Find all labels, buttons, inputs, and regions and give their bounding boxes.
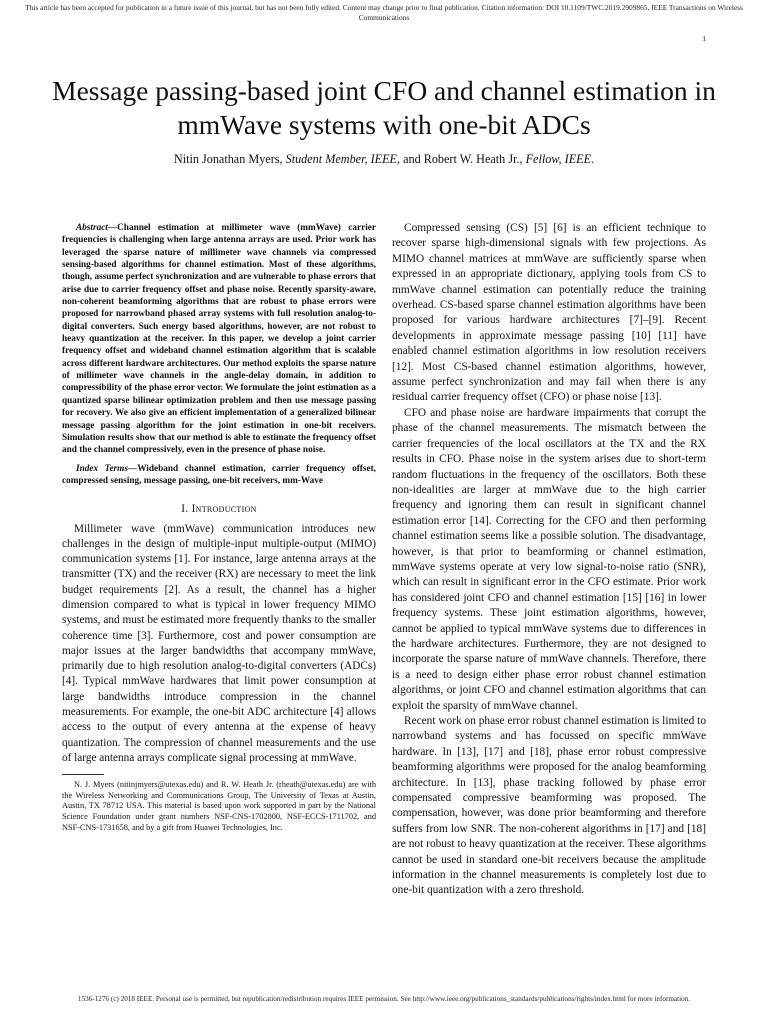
author-joiner: , and Robert W. Heath Jr., [396,152,523,166]
page-number: 1 [702,34,706,43]
author-1-role: Student Member, IEEE [285,152,397,166]
copyright-footer: 1536-1276 (c) 2018 IEEE. Personal use is permitted, but republication/redistribution requires IEEE permission. See http://www.ieee.org/publications_standards/publications/rights/index.html for more information. [77,995,691,1003]
author-1: Nitin Jonathan Myers, [173,152,283,166]
index-terms-label: Index Terms [76,463,128,474]
intro-paragraph-1: Millimeter wave (mmWave) communication introduces new challenges in the design of multiple-input multiple-output (MIMO) communication systems [1]. For instance, large antenna arrays at the transmitter (TX) and the receiver (RX) are necessary to meet the link budget requirements [2]. As a result, the channel has a higher dimension compared to what is typical in lower frequency MIMO systems, and must be estimated more frequently thanks to the smaller coherence time [3]. Furthermore, cost and power consumption are major issues at the larger bandwidths that accompany mmWave, primarily due to high resolution analog-to-digital converters (ADCs) [4]. Typical mmWave hardwares that limit power consumption at large bandwidths introduce compression in the channel measurements. For example, the one-bit ADC architecture [4] allows access to the output of every antenna at the expense of heavy quantization. The compression of channel measurements and the use of large antenna arrays complicate signal processing at mmWave. [62,522,376,764]
paper-title: Message passing-based joint CFO and channel estimation in mmWave systems with one-bit ADCs [52,75,716,140]
index-terms [62,463,376,488]
author-footnote: N. J. Myers (nitinjmyers@utexas.edu) and R. W. Heath Jr. (rheath@utexas.edu) are with the Wireless Networking and Communications Group, The University of Texas at Austin, Austin, TX 78712 USA. This material is based upon work supported in part by the National Science Foundation under grant numbers NSF-CNS-1702800, NSF-ECCS-1711702, and NSF-CNS-1731658, and by a gift from Huawei Technologies, Inc. [62,780,376,832]
right-paragraph-2: CFO and phase noise are hardware impairments that corrupt the phase of the channel measurements. The mismatch between the carrier frequencies of the local oscillators at the TX and the RX results in CFO. Phase noise in the system arises due to short-term random fluctuations in the frequency of the oscillators. Both these non-idealities are larger at mmWave due to the high carrier frequency and ignoring them can result in significant channel estimation error [14]. Correcting for the CFO and then performing channel estimation seems like a possible solution. The disadvantage, however, is that prior to beamforming or channel estimation, mmWave systems operate at very low signal-to-noise ratio (SNR), which can result in significant error in the CFO estimate. Prior work has considered joint CFO and channel estimation [15] [16] in lower frequency systems. These joint estimation algorithms, however, cannot be applied to typical mmWave systems due to differences in the hardware architectures. Furthermore, they are not designed to incorporate the sparse nature of mmWave channels. Therefore, there is a need to design either phase error robust channel estimation algorithms, or joint CFO and channel estimation algorithms that can exploit the sparsity of mmWave channel. [392,406,706,712]
section-heading-introduction: I. Introduction [181,503,257,516]
author-line [40,151,728,167]
right-paragraph-3: Recent work on phase error robust channel estimation is limited to narrowband systems and has focussed on specific mmWave hardware. In [13], [17] and [18], phase error robust compressive beamforming algorithms were proposed for the analog beamforming architecture. In [13], phase tracking followed by phase error compensated compressive beamforming was proposed. The compensation, however, was done prior beamforming and therefore suffers from low SNR. The non-coherent algorithms in [17] and [18] are not robust to heavy quantization at the receiver. These algorithms cannot be used in standard one-bit receivers because the amplitude information in the channel measurements is completely lost due to one-bit quantization with a zero threshold. [392,715,706,897]
index-terms-text: —Wideband channel estimation, carrier frequency offset, compressed sensing, message passing, one-bit receivers, mm-Wave [62,463,376,486]
abstract-text: —Channel estimation at millimeter wave (mmWave) carrier frequencies is challenging when large antenna arrays are used. Prior work has leveraged the sparse nature of millimeter wave channels via compressed sensing-based algorithms for channel estimation. Most of these algorithms, though, assume perfect synchronization and are vulnerable to phase errors that arise due to carrier frequency offset and phase noise. Recently sparsity-aware, non-coherent beamforming algorithms that are robust to phase errors were proposed for narrowband phased array systems with full resolution analog-to-digital converters. Such energy based algorithms, however, are not robust to heavy quantization at the receiver. In this paper, we develop a joint carrier frequency offset and wideband channel estimation algorithm that is scalable across different hardware architectures. Our method exploits the sparse nature of millimeter wave channels in the angle-delay domain, in addition to compressibility of the phase error vector. We formulate the joint estimation as a quantized sparse bilinear optimization problem and then use message passing for recovery. We also give an efficient implementation of a generalized bilinear message passing algorithm for the joint estimation in one-bit receivers. Simulation results show that our method is able to estimate the frequency offset and the channel compressively, even in the presence of phase noise. [62,223,376,456]
right-column [392,221,706,899]
author-2-role: Fellow, IEEE [525,152,592,166]
abstract-label: Abstract [76,223,108,233]
left-column [62,222,376,833]
right-paragraph-1: Compressed sensing (CS) [5] [6] is an efficient technique to recover sparse high-dimensional signals with few projections. As MIMO channel matrices at mmWave are sufficiently sparse when expressed in an appropriate dictionary, applying tools from CS to mmWave channel estimation can potentially reduce the training overhead. CS-based sparse channel estimation algorithms have been proposed for various hardware architectures [7]–[9]. Recent developments in approximate message passing [10] [11] have enabled channel estimation algorithms in low resolution receivers [12]. Most CS-based channel estimation algorithms, however, assume perfect synchronization and may fail when there is any residual carrier frequency offset (CFO) or phase noise [13]. [392,222,706,404]
author-end: . [591,152,595,166]
abstract [62,222,376,457]
acceptance-note: This article has been accepted for publication in a future issue of this journal, but has not been fully edited. Content may change prior to final publication. Citation information: DOI 10.1109/TWC.2019.2909865, IEEE Transactions on Wireless Communications [25,3,743,22]
footnote-divider [62,774,104,775]
